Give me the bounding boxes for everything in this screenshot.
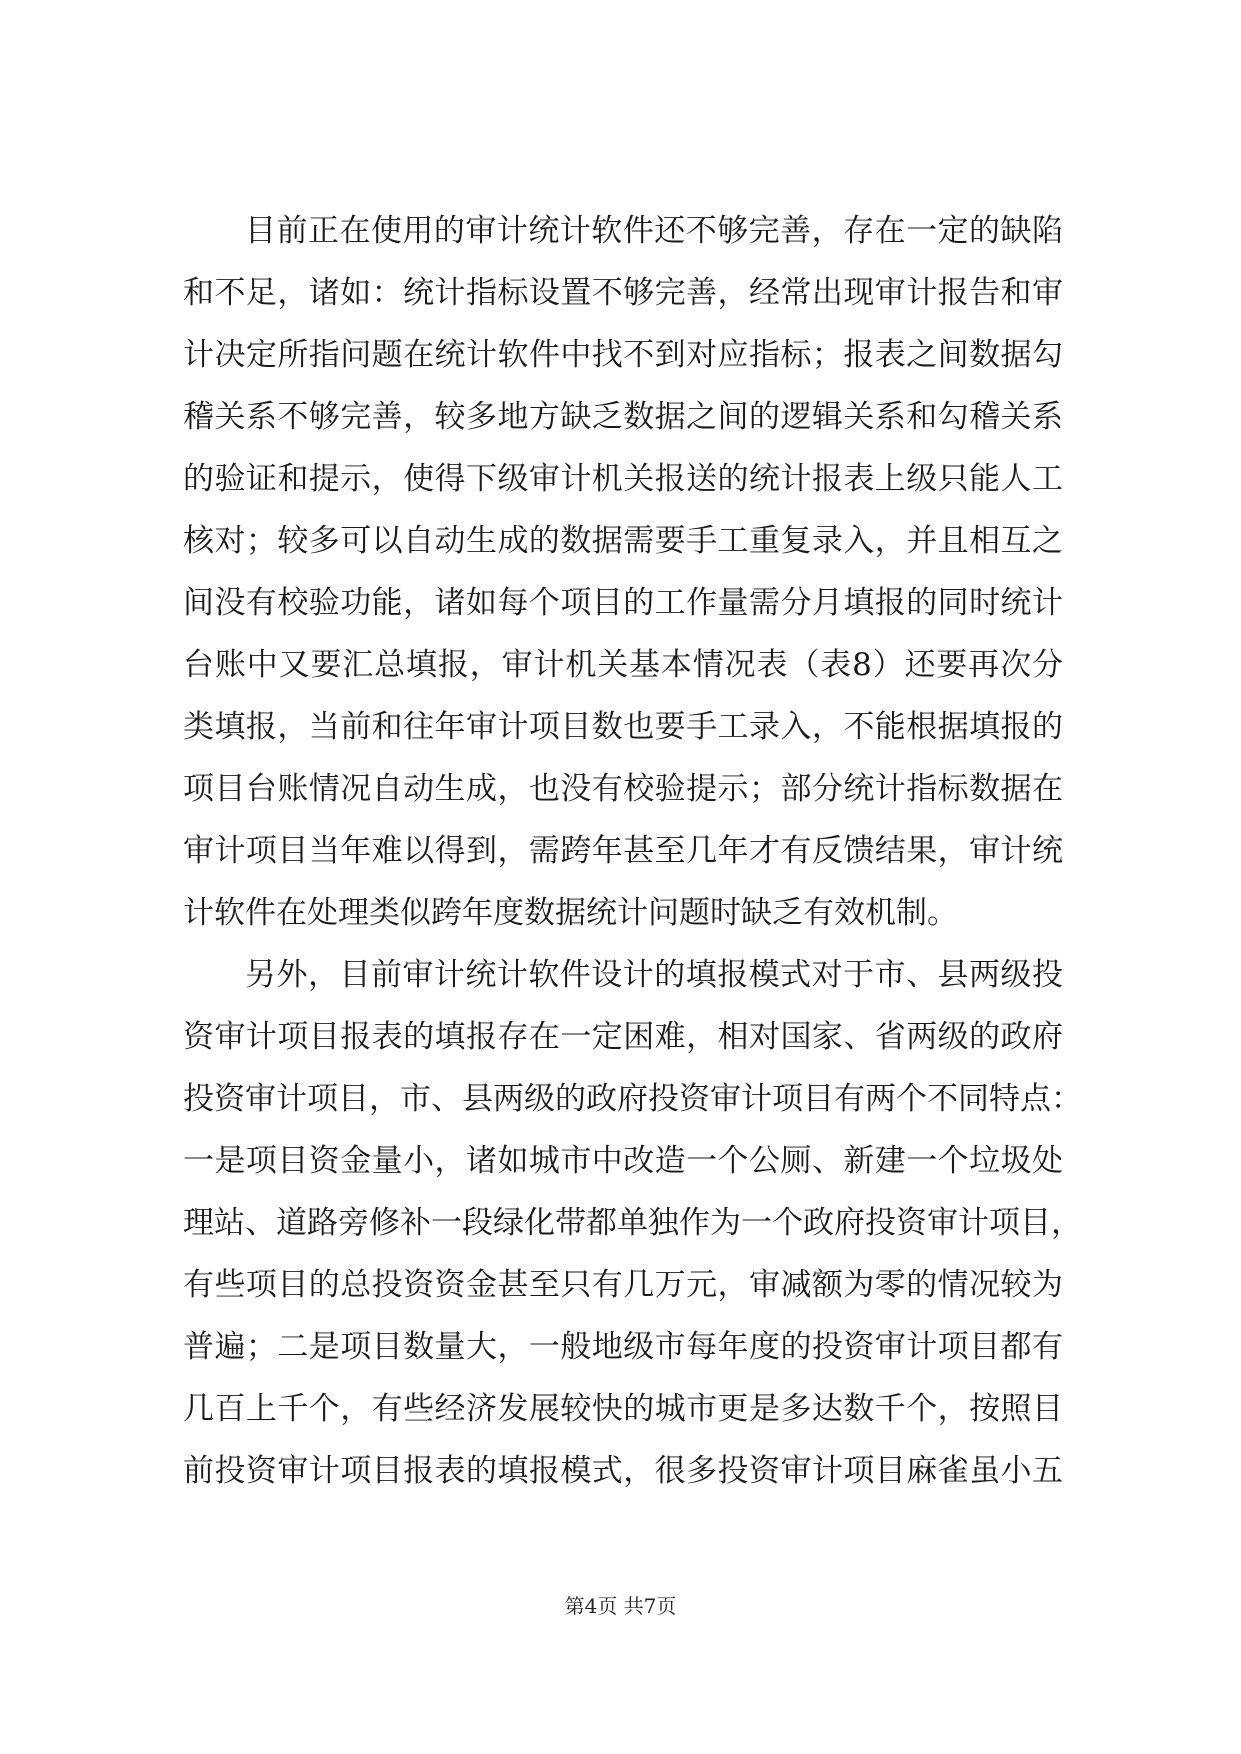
text-line: 目前正在使用的审计统计软件还不够完善，存在一定的缺陷 bbox=[245, 213, 1063, 249]
text-line: 计软件在处理类似跨年度数据统计问题时缺乏有效机制。 bbox=[183, 895, 958, 931]
text-line: 稽关系不够完善，较多地方缺乏数据之间的逻辑关系和勾稽关系 bbox=[183, 399, 1063, 435]
text-line: 资审计项目报表的填报存在一定困难，相对国家、省两级的政府 bbox=[183, 1019, 1063, 1055]
text-line: 理站、道路旁修补一段绿化带都单独作为一个政府投资审计项目， bbox=[183, 1205, 1082, 1241]
text-line: 一是项目资金量小，诸如城市中改造一个公厕、新建一个垃圾处 bbox=[183, 1143, 1063, 1179]
page-footer: 第4页 共7页 bbox=[564, 1594, 677, 1618]
text-line: 核对；较多可以自动生成的数据需要手工重复录入，并且相互之 bbox=[183, 523, 1063, 559]
text-line: 另外，目前审计统计软件设计的填报模式对于市、县两级投 bbox=[245, 957, 1063, 993]
text-line: 和不足，诸如：统计指标设置不够完善，经常出现审计报告和审 bbox=[183, 275, 1063, 311]
text-line: 投资审计项目，市、县两级的政府投资审计项目有两个不同特点： bbox=[183, 1081, 1082, 1117]
paragraph-1 bbox=[183, 200, 1063, 944]
text-line: 普遍；二是项目数量大，一般地级市每年度的投资审计项目都有 bbox=[183, 1329, 1063, 1365]
text-line: 间没有校验功能，诸如每个项目的工作量需分月填报的同时统计 bbox=[183, 585, 1063, 621]
paragraph-2 bbox=[183, 944, 1082, 1502]
text-line: 的验证和提示，使得下级审计机关报送的统计报表上级只能人工 bbox=[183, 461, 1063, 497]
text-line: 审计项目当年难以得到，需跨年甚至几年才有反馈结果，审计统 bbox=[183, 833, 1063, 869]
text-line: 有些项目的总投资资金甚至只有几万元，审减额为零的情况较为 bbox=[183, 1267, 1063, 1303]
text-line: 计决定所指问题在统计软件中找不到对应指标；报表之间数据勾 bbox=[183, 337, 1063, 373]
text-line: 台账中又要汇总填报，审计机关基本情况表（表8）还要再次分 bbox=[183, 647, 1063, 683]
body-text bbox=[183, 200, 1082, 1502]
text-line: 项目台账情况自动生成，也没有校验提示；部分统计指标数据在 bbox=[183, 771, 1063, 807]
text-line: 几百上千个，有些经济发展较快的城市更是多达数千个，按照目 bbox=[183, 1391, 1063, 1427]
text-line: 类填报，当前和往年审计项目数也要手工录入，不能根据填报的 bbox=[183, 709, 1063, 745]
text-line: 前投资审计项目报表的填报模式，很多投资审计项目麻雀虽小五 bbox=[183, 1453, 1063, 1489]
